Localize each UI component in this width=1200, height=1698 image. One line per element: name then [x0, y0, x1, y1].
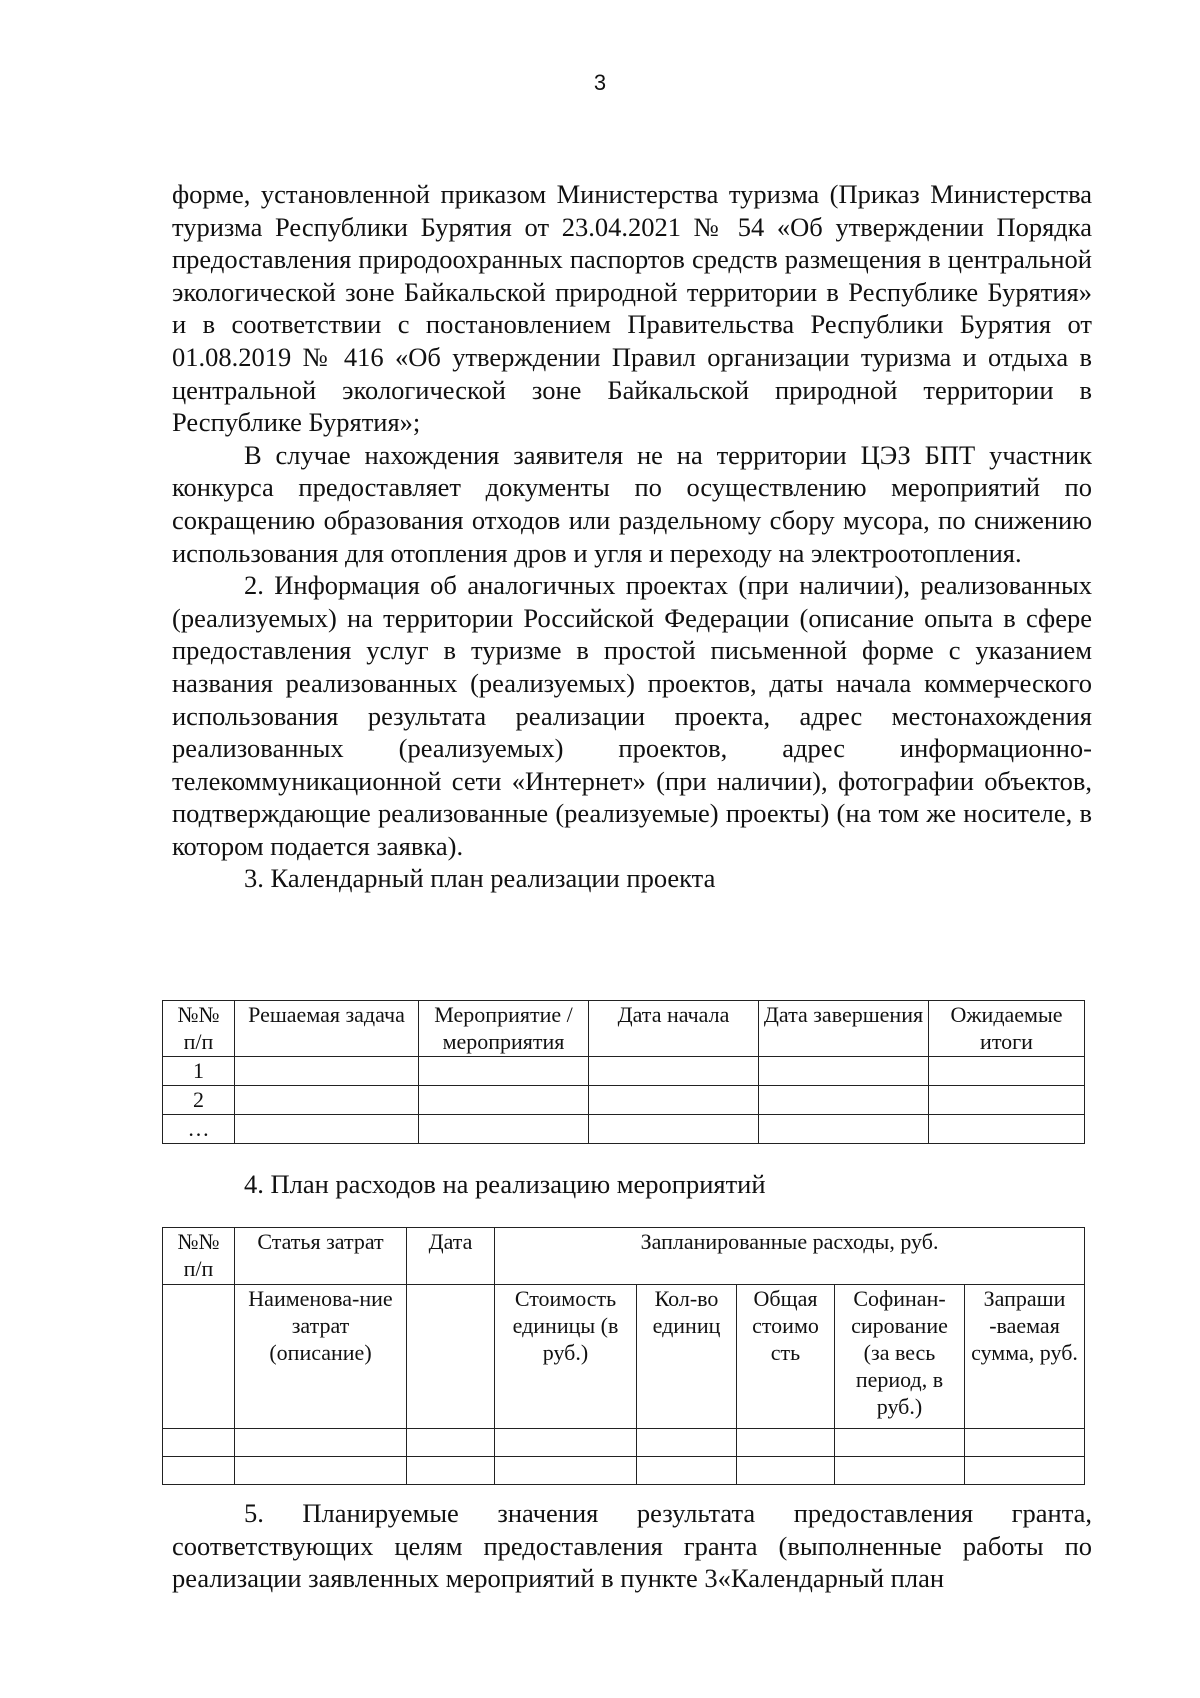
table-cell: [965, 1429, 1085, 1457]
table-cell: [407, 1457, 495, 1485]
header-cell: Кол-во единиц: [637, 1285, 737, 1429]
table-cell: [965, 1457, 1085, 1485]
table-cell: [235, 1457, 407, 1485]
table-header-row: [163, 1228, 1085, 1285]
table-cell: [929, 1115, 1085, 1144]
table-cell: [929, 1057, 1085, 1086]
table-header-row: [163, 1001, 1085, 1057]
document-body: [172, 178, 1092, 895]
table-row: [163, 1115, 1085, 1144]
page-number: 3: [593, 70, 607, 95]
header-cell: Дата начала: [589, 1001, 759, 1057]
header-cell: Ожидаемые итоги: [929, 1001, 1085, 1057]
table-row: [163, 1086, 1085, 1115]
paragraph-outside-zone: В случае нахождения заявителя не на территории ЦЭЗ БПТ участник конкурса предоставляет документы по осуществлению мероприятий по сокращению образования отходов или раздельному сбору мусора, по снижению использования для отопления дров и угля и переходу на электроотопления.: [172, 439, 1092, 568]
table-cell: [929, 1086, 1085, 1115]
table-cell: [235, 1115, 419, 1144]
header-cell: Мероприятие /мероприятия: [419, 1001, 589, 1057]
table-cell: [637, 1429, 737, 1457]
section-calendar-plan-title: 3. Календарный план реализации проекта: [244, 863, 716, 894]
table-cell: [419, 1115, 589, 1144]
table-cell: [163, 1457, 235, 1485]
table-cell: [759, 1057, 929, 1086]
table-cell: [495, 1457, 637, 1485]
table-cell: [835, 1429, 965, 1457]
row-number: 2: [163, 1086, 235, 1115]
header-cell: Общая стоимо сть: [737, 1285, 835, 1429]
row-number: …: [163, 1115, 235, 1144]
table-cell: [737, 1457, 835, 1485]
table-cell: [235, 1429, 407, 1457]
table-cell: [419, 1057, 589, 1086]
table-cell: [419, 1086, 589, 1115]
header-cell: Запраши -ваемая сумма, руб.: [965, 1285, 1085, 1429]
table-row: [163, 1057, 1085, 1086]
header-cell: Софинан-сирование (за весь период, в руб.): [835, 1285, 965, 1429]
table-cell: [835, 1457, 965, 1485]
paragraph-passport-form: форме, установленной приказом Министерства туризма (Приказ Министерства туризма Республики Бурятия от 23.04.2021 № 54 «Об утверждении Порядка предоставления природоохранных паспортов средств размещения в центральной экологической зоне Байкальской природной территории в Республике Бурятия» и в соответствии с постановлением Правительства Республики Бурятия от 01.08.2019 № 416 «Об утверждении Правил организации туризма и отдыха в центральной экологической зоне Байкальской природной территории в Республике Бурятия»;: [172, 179, 1092, 438]
header-cell: Решаемая задача: [235, 1001, 419, 1057]
table-cell: [495, 1429, 637, 1457]
header-cell: Запланированные расходы, руб.: [495, 1228, 1085, 1285]
section-expense-plan-title: 4. План расходов на реализацию мероприятий: [244, 1169, 766, 1199]
header-cell: №№ п/п: [163, 1228, 235, 1285]
table-cell: [759, 1086, 929, 1115]
header-cell: №№ п/п: [163, 1001, 235, 1057]
header-cell: Наименова-ние затрат (описание): [235, 1285, 407, 1429]
table-cell: [589, 1115, 759, 1144]
expense-plan-table: [162, 1227, 1085, 1485]
table-row: [163, 1429, 1085, 1457]
paragraph-planned-results: 5. Планируемые значения результата предоставления гранта, соответствующих целям предоставления гранта (выполненные работы по реализации заявленных мероприятий в пункте 3«Календарный план: [172, 1498, 1092, 1594]
table-row: [163, 1457, 1085, 1485]
table-cell: [759, 1115, 929, 1144]
header-cell: Статья затрат: [235, 1228, 407, 1285]
table-cell: [407, 1429, 495, 1457]
table-cell: [163, 1429, 235, 1457]
paragraph-analogous-projects: 2. Информация об аналогичных проектах (при наличии), реализованных (реализуемых) на территории Российской Федерации (описание опыта в сфере предоставления услуг в туризме в простой письменной форме с указанием названия реализованных (реализуемых) проектов, даты начала коммерческого использования результата реализации проекта, адрес местонахождения реализованных (реализуемых) проектов, адрес информационно-телекоммуникационной сети «Интернет» (при наличии), фотографии объектов, подтверждающие реализованные (реализуемые) проекты) (на том же носителе, в котором подается заявка).: [172, 570, 1092, 861]
table-cell: [589, 1057, 759, 1086]
row-number: 1: [163, 1057, 235, 1086]
calendar-plan-table: [162, 1000, 1085, 1144]
table-cell: [163, 1285, 235, 1429]
header-cell: Дата завершения: [759, 1001, 929, 1057]
header-cell: Стоимость единицы (в руб.): [495, 1285, 637, 1429]
table-cell: [235, 1086, 419, 1115]
header-cell: Дата: [407, 1228, 495, 1285]
table-cell: [637, 1457, 737, 1485]
table-cell: [407, 1285, 495, 1429]
table-cell: [737, 1429, 835, 1457]
table-cell: [235, 1057, 419, 1086]
table-cell: [589, 1086, 759, 1115]
table-subheader-row: [163, 1285, 1085, 1429]
